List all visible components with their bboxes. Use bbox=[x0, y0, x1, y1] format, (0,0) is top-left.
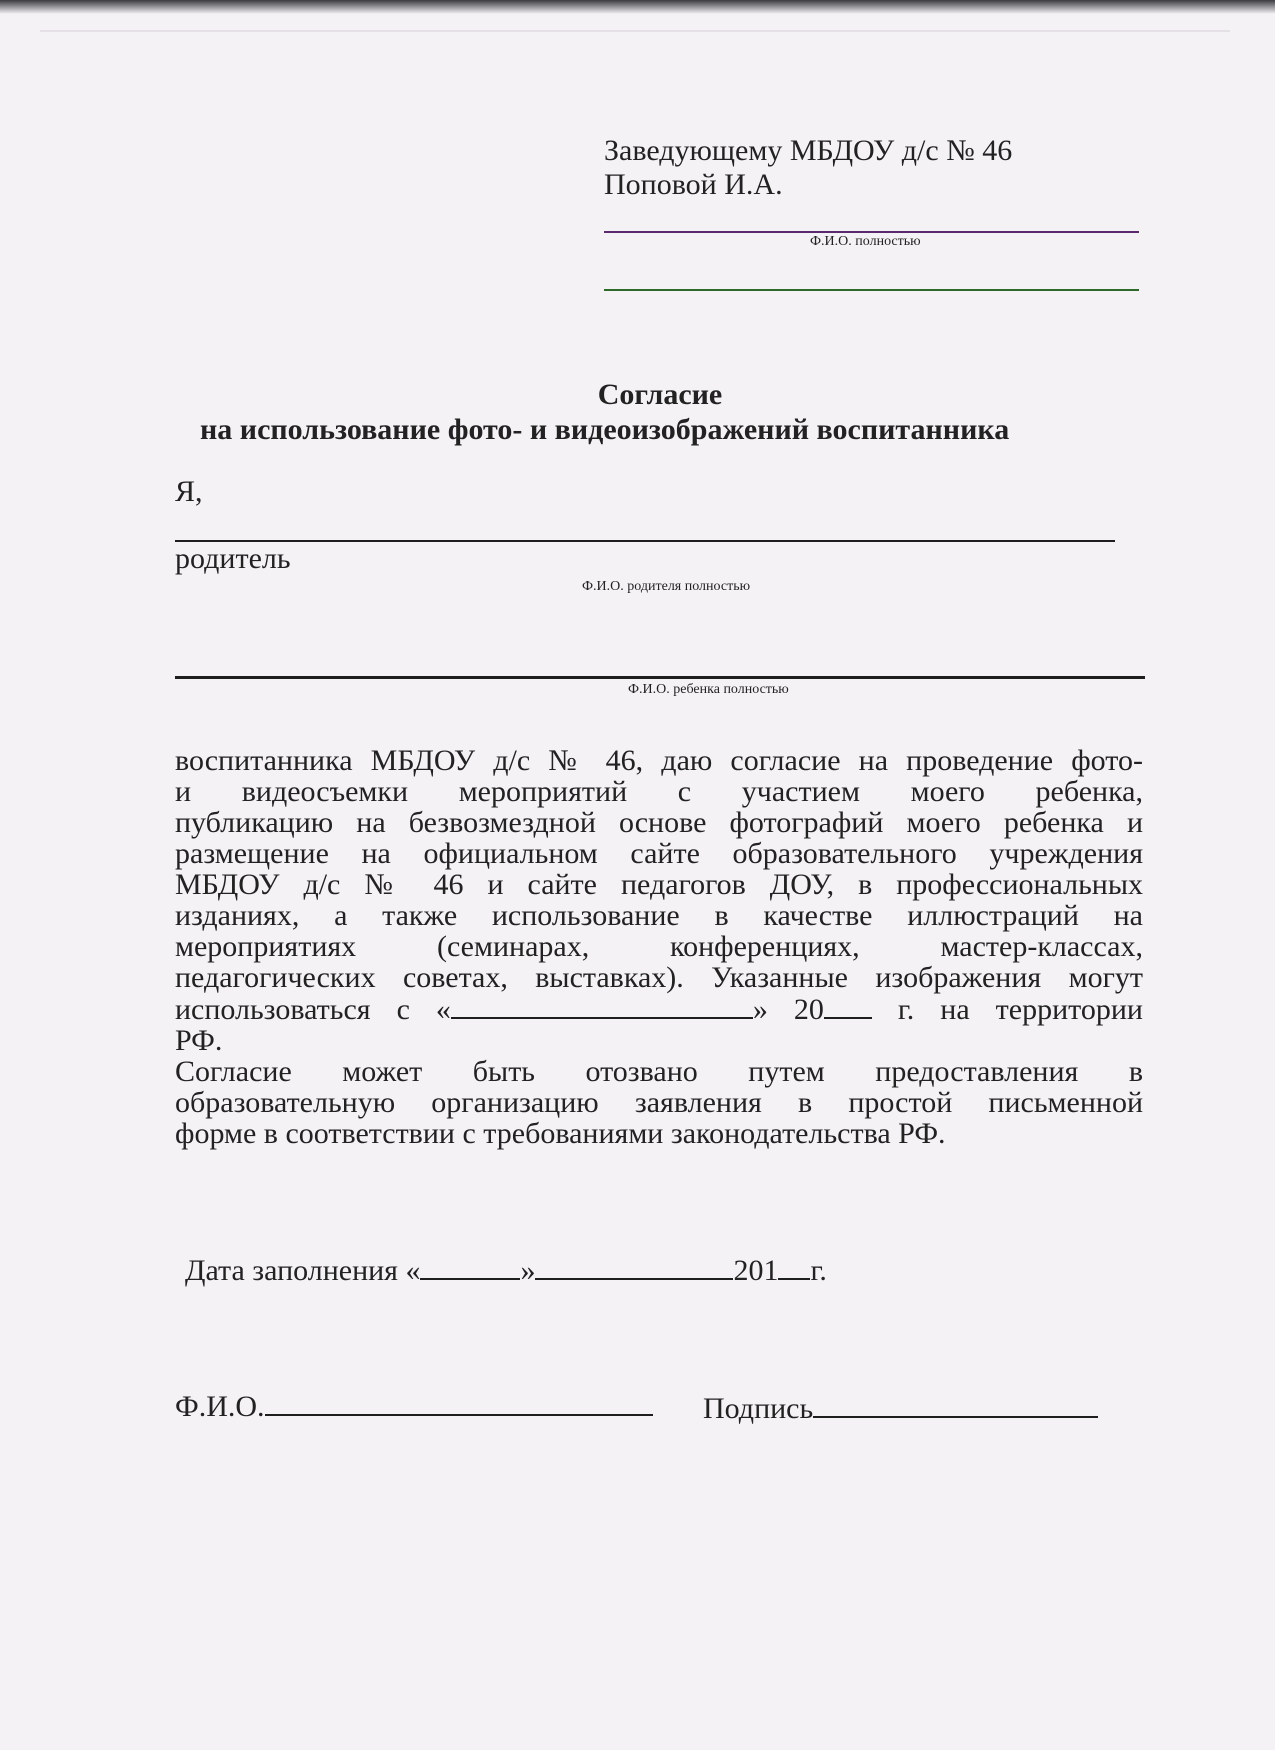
fill-date-row bbox=[185, 1254, 827, 1288]
addressee-line-2: Поповой И.А. bbox=[604, 168, 783, 201]
fill-date-quote: » bbox=[520, 1254, 536, 1287]
applicant-name-line-2 bbox=[604, 289, 1139, 291]
body-line: и видеосъемки мероприятий с участием моего ребенка, bbox=[175, 775, 1143, 808]
document-title: Согласие bbox=[597, 378, 723, 411]
body-line: форме в соответствии с требованиями законодательства РФ. bbox=[175, 1117, 946, 1150]
start-date-blank bbox=[451, 993, 753, 1019]
child-name-line bbox=[175, 676, 1145, 679]
body-line: МБДОУ д/с № 46 и сайте педагогов ДОУ, в профессиональных bbox=[175, 868, 1143, 901]
i-label: Я, bbox=[175, 475, 203, 508]
fio-blank bbox=[265, 1390, 653, 1416]
page-fold-line bbox=[40, 30, 1230, 32]
fill-year-blank bbox=[778, 1254, 810, 1280]
signature-row bbox=[703, 1392, 1098, 1426]
document-subtitle: на использование фото- и видеоизображений воспитанника bbox=[200, 413, 1010, 446]
parent-fio-caption: Ф.И.О. родителя полностью bbox=[582, 579, 751, 594]
fill-year-suffix: г. bbox=[810, 1254, 827, 1287]
body-line-year: » 20 bbox=[752, 993, 824, 1026]
body-line: РФ. bbox=[175, 1024, 223, 1057]
fill-day-blank bbox=[420, 1254, 520, 1280]
signature-label: Подпись bbox=[703, 1392, 814, 1425]
consent-body-text bbox=[175, 745, 1143, 1149]
body-line: публикацию на безвозмездной основе фотографий моего ребенка и bbox=[175, 806, 1143, 839]
body-line: Согласие может быть отозвано путем предоставления в bbox=[175, 1055, 1143, 1088]
applicant-fio-caption: Ф.И.О. полностью bbox=[810, 234, 921, 249]
fio-label: Ф.И.О. bbox=[175, 1390, 265, 1423]
body-line: воспитанника МБДОУ д/с № 46, даю согласие на проведение фото- bbox=[175, 744, 1143, 777]
body-line: размещение на официальном сайте образовательного учреждения bbox=[175, 837, 1143, 870]
parent-name-line bbox=[175, 540, 1115, 542]
body-line-start: использоваться с « bbox=[175, 993, 451, 1026]
parent-label: родитель bbox=[175, 542, 291, 575]
scan-top-edge bbox=[0, 0, 1275, 14]
body-line: изданиях, а также использование в качестве иллюстраций на bbox=[175, 899, 1143, 932]
body-line-date-range bbox=[175, 993, 1143, 1025]
fill-date-label: Дата заполнения « bbox=[185, 1254, 421, 1287]
body-line-end: г. на территории bbox=[897, 993, 1143, 1026]
fill-month-blank bbox=[535, 1254, 733, 1280]
signature-blank bbox=[813, 1392, 1098, 1418]
body-line: образовательную организацию заявления в простой письменной bbox=[175, 1086, 1143, 1119]
body-line: мероприятиях (семинарах, конференциях, мастер-классах, bbox=[175, 930, 1143, 963]
fio-signature-row bbox=[175, 1390, 653, 1424]
start-year-blank bbox=[824, 993, 872, 1019]
applicant-name-line-1 bbox=[604, 231, 1139, 233]
addressee-line-1: Заведующему МБДОУ д/с № 46 bbox=[604, 134, 1013, 167]
fill-year-prefix: 201 bbox=[733, 1254, 779, 1287]
child-fio-caption: Ф.И.О. ребенка полностью bbox=[628, 682, 789, 697]
body-line: педагогических советах, выставках). Указанные изображения могут bbox=[175, 961, 1143, 994]
